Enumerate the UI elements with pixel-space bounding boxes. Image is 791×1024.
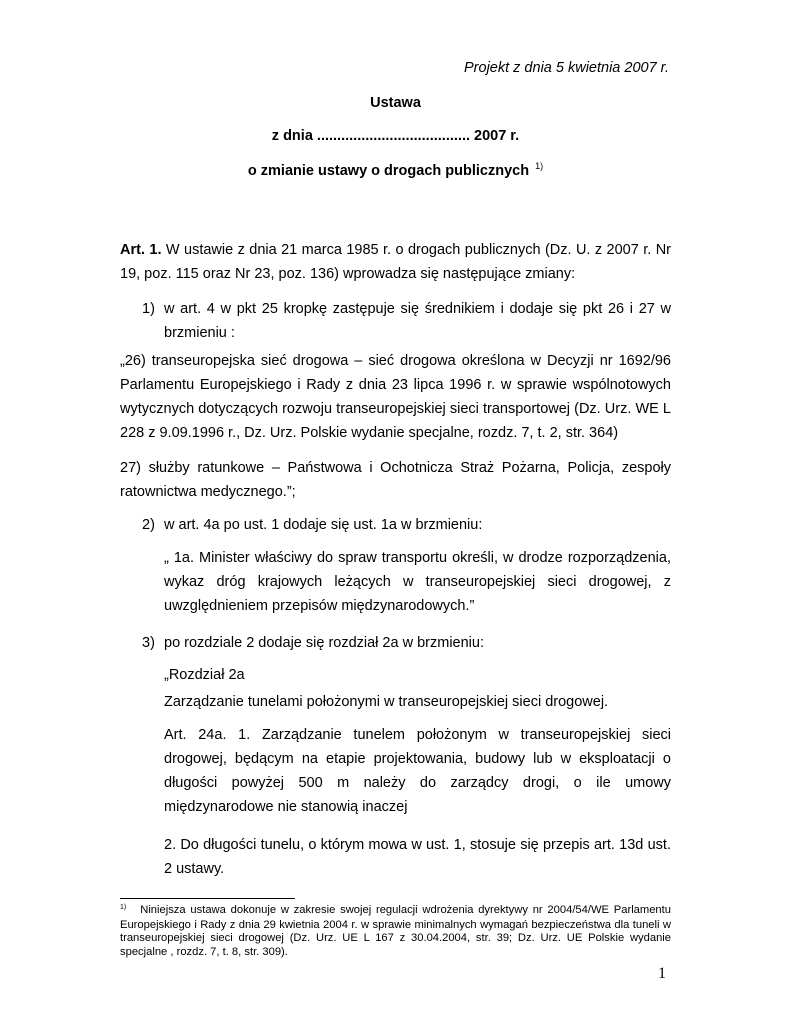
list-item-number: 1) xyxy=(142,301,155,317)
list-item-text: w art. 4a po ust. 1 dodaje się ust. 1a w brzmieniu: xyxy=(164,517,483,533)
list-item-number: 2) xyxy=(142,517,155,533)
footnote-reference: 1) xyxy=(535,161,544,171)
chapter-heading: „Rozdział 2a xyxy=(164,667,245,683)
article-24a-paragraph-1: Art. 24a. 1. Zarządzanie tunelem położonym w transeuropejskiej sieci drogowej, będącym na etapie projektowania, budowy lub w eksploatacji o długości powyżej 500 m należy do zarządcy drogi, o ile umowy międzynarodowe nie stanowią inaczej xyxy=(164,727,671,815)
footnote-mark: 1) xyxy=(120,904,127,911)
act-title: Ustawa xyxy=(370,95,421,111)
act-subject-text: o zmianie ustawy o drogach publicznych xyxy=(247,163,530,179)
article-1-label: Art. 1. xyxy=(120,242,162,258)
article-1-paragraph xyxy=(120,238,671,286)
quote-item-27: 27) służby ratunkowe – Państwowa i Ochotnicza Straż Pożarna, Policja, zespoły ratownictwa medycznego.”; xyxy=(120,460,671,500)
list-item-text: w art. 4 w pkt 25 kropkę zastępuje się średnikiem i dodaje się pkt 26 i 27 w brzmieniu : xyxy=(164,301,671,341)
page-number: 1 xyxy=(658,965,666,982)
act-subject xyxy=(0,163,791,179)
footnote xyxy=(120,904,671,959)
list-item-text: po rozdziale 2 dodaje się rozdział 2a w brzmieniu: xyxy=(164,635,484,651)
act-date-line: z dnia ...................................... 2007 r. xyxy=(271,128,520,144)
article-24a-paragraph-2: 2. Do długości tunelu, o którym mowa w ust. 1, stosuje się przepis art. 13d ust. 2 ustawy. xyxy=(164,837,671,877)
footnote-text: Niniejsza ustawa dokonuje w zakresie swojej regulacji wdrożenia dyrektywy nr 2004/54/WE Parlamentu Europejskiego i Rady z dnia 29 kwietnia 2004 r. w sprawie minimalnych wymagań bezpieczeństwa dla tuneli w transeuropejskiej sieci drogowej (Dz. Urz. UE L 167 z 30.04.2004, str. 39; Dz. Urz. UE Polskie wydanie specjalne , rozdz. 7, t. 8, str. 309). xyxy=(120,904,671,958)
chapter-title: Zarządzanie tunelami położonymi w transeuropejskiej sieci drogowej. xyxy=(164,694,609,710)
draft-date-note: Projekt z dnia 5 kwietnia 2007 r. xyxy=(464,60,669,76)
article-1-text: W ustawie z dnia 21 marca 1985 r. o drogach publicznych (Dz. U. z 2007 r. Nr 19, poz. 115 oraz Nr 23, poz. 136) wprowadza się następujące zmiany: xyxy=(120,242,671,282)
list-item-number: 3) xyxy=(142,635,155,651)
quote-ust-1a: „ 1a. Minister właściwy do spraw transportu określi, w drodze rozporządzenia, wykaz dróg krajowych leżących w transeuropejskiej sieci drogowej, z uwzględnieniem przepisów międzynarodowych.” xyxy=(164,550,671,614)
footnote-separator xyxy=(120,898,295,899)
quote-item-26: „26) transeuropejska sieć drogowa – sieć drogowa określona w Decyzji nr 1692/96 Parlamentu Europejskiego i Rady z dnia 23 lipca 1996 r. w sprawie wspólnotowych wytycznych dotyczących rozwoju transeuropejskiej sieci transportowej (Dz. Urz. WE L 228 z 9.09.1996 r., Dz. Urz. Polskie wydanie specjalne, rozdz. 7, t. 2, str. 364) xyxy=(120,353,671,441)
